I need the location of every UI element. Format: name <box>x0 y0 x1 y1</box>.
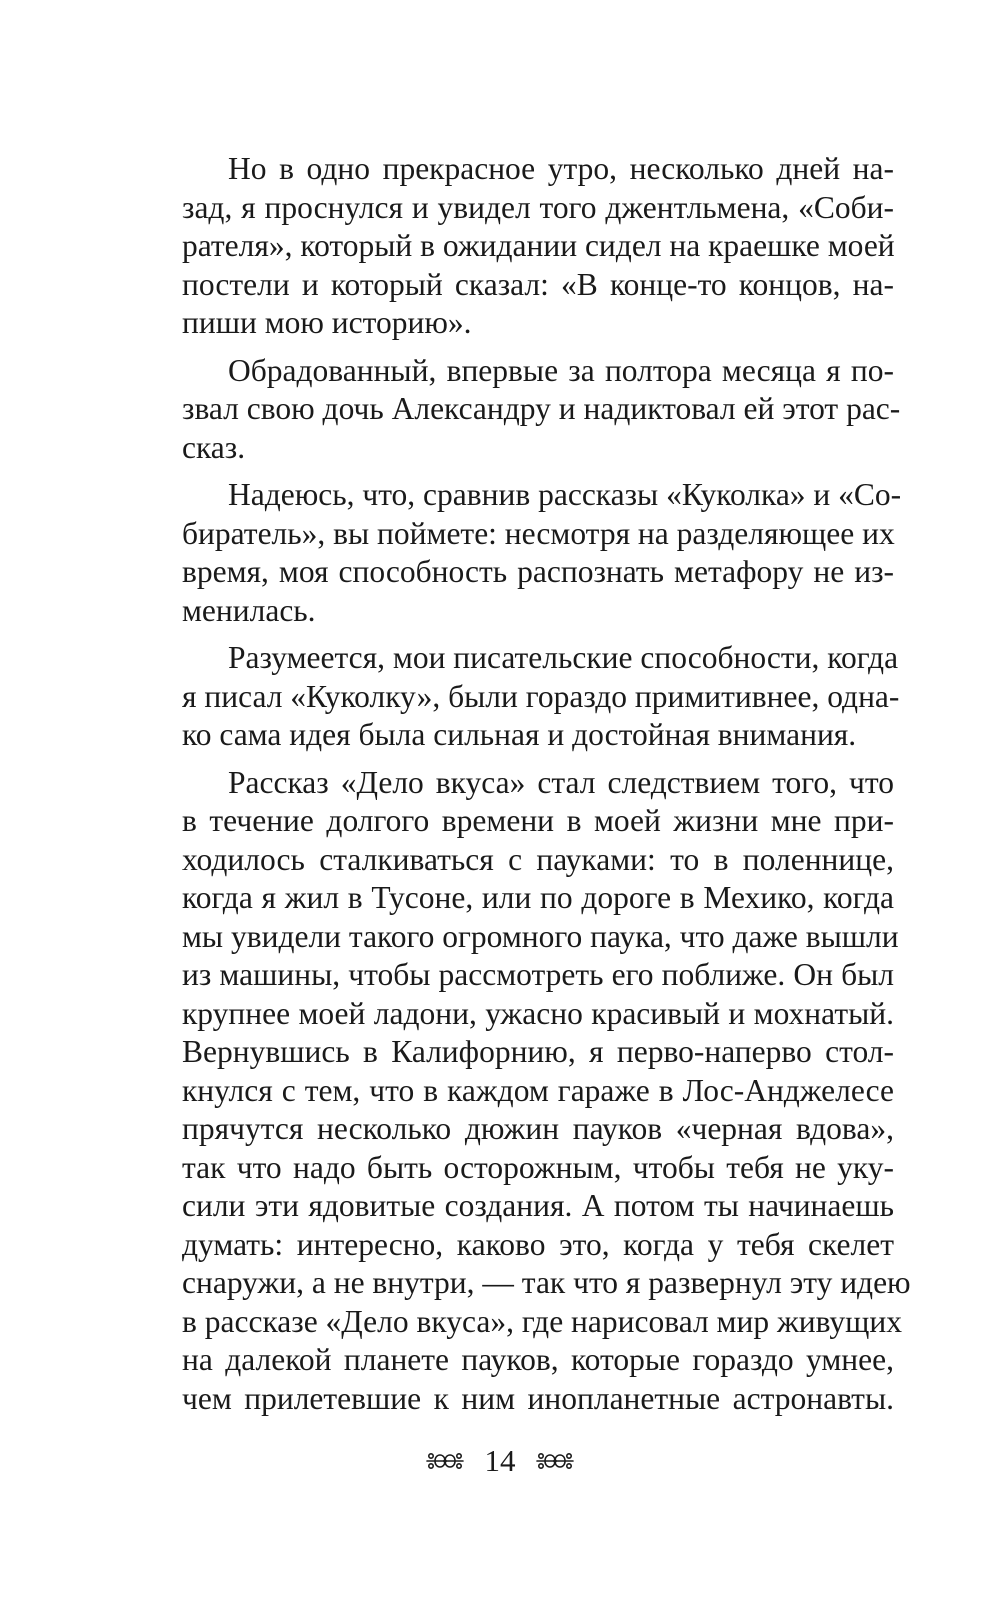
text-line: Разумеется, мои писательские способности, когда <box>228 640 899 675</box>
paragraph <box>182 764 911 1419</box>
text-line: на далекой планете пауков, которые гораздо умнее, <box>182 1342 894 1377</box>
text-line: из машины, чтобы рассмотреть его поближе. Он был <box>182 957 894 992</box>
text-line: Надеюсь, что, сравнив рассказы «Куколка» и «Со- <box>228 477 902 512</box>
paragraph <box>182 639 900 755</box>
text-line: ходилось сталкиваться с пауками: то в поленнице, <box>182 841 894 877</box>
text-line: менилась. <box>182 592 316 628</box>
text-line: я писал «Куколку», были гораздо примитивнее, одна- <box>182 678 900 714</box>
text-line: сказ. <box>182 429 246 465</box>
text-line: в рассказе «Дело вкуса», где нарисовал мир живущих <box>182 1303 902 1339</box>
paragraph <box>182 150 894 343</box>
paragraph <box>182 476 902 630</box>
text-line: зад, я проснулся и увидел того джентльмена, «Соби- <box>182 189 894 225</box>
ornament-icon <box>535 1448 575 1474</box>
text-line: снаружи, а не внутри, — так что я развернул эту идею <box>182 1265 911 1300</box>
text-line: время, моя способность распознать метафору не из- <box>182 554 894 589</box>
text-line: в течение долгого времени в моей жизни мне при- <box>182 803 894 838</box>
text-line: звал свою дочь Александру и надиктовал ей этот рас- <box>182 391 901 426</box>
text-line: Обрадованный, впервые за полтора месяца я по- <box>228 352 894 388</box>
text-line: чем прилетевшие к ним инопланетные астронавты. <box>182 1380 894 1416</box>
text-line: Вернувшись в Калифорнию, я перво-наперво стол- <box>182 1034 894 1069</box>
text-line: мы увидели такого огромного паука, что даже вышли <box>182 918 899 954</box>
text-line: когда я жил в Тусоне, или по дороге в Мехико, когда <box>182 880 894 915</box>
text-line: крупнее моей ладони, ужасно красивый и мохнатый. <box>182 995 894 1031</box>
paragraph <box>182 352 901 468</box>
text-line: кнулся с тем, что в каждом гараже в Лос-Анджелесе <box>182 1072 894 1108</box>
text-line: рателя», который в ожидании сидел на краешке моей <box>182 228 895 263</box>
text-line: думать: интересно, каково это, когда у тебя скелет <box>182 1226 894 1262</box>
text-line: Но в одно прекрасное утро, несколько дней на- <box>228 151 894 186</box>
text-line: сили эти ядовитые создания. А потом ты начинаешь <box>182 1188 894 1223</box>
text-line: постели и который сказал: «В конце-то концов, на- <box>182 266 894 302</box>
text-line: так что надо быть осторожным, чтобы тебя не уку- <box>182 1149 894 1185</box>
ornament-icon <box>425 1448 465 1474</box>
page-number: 14 <box>484 1442 516 1478</box>
text-line: пиши мою историю». <box>182 305 472 340</box>
page-footer <box>0 1440 1000 1479</box>
text-line: прячутся несколько дюжин пауков «черная вдова», <box>182 1111 894 1146</box>
body-text <box>182 150 911 1427</box>
text-line: биратель», вы поймете: несмотря на разделяющее их <box>182 515 895 551</box>
text-line: Рассказ «Дело вкуса» стал следствием того, что <box>228 764 894 800</box>
text-line: ко сама идея была сильная и достойная внимания. <box>182 717 857 752</box>
